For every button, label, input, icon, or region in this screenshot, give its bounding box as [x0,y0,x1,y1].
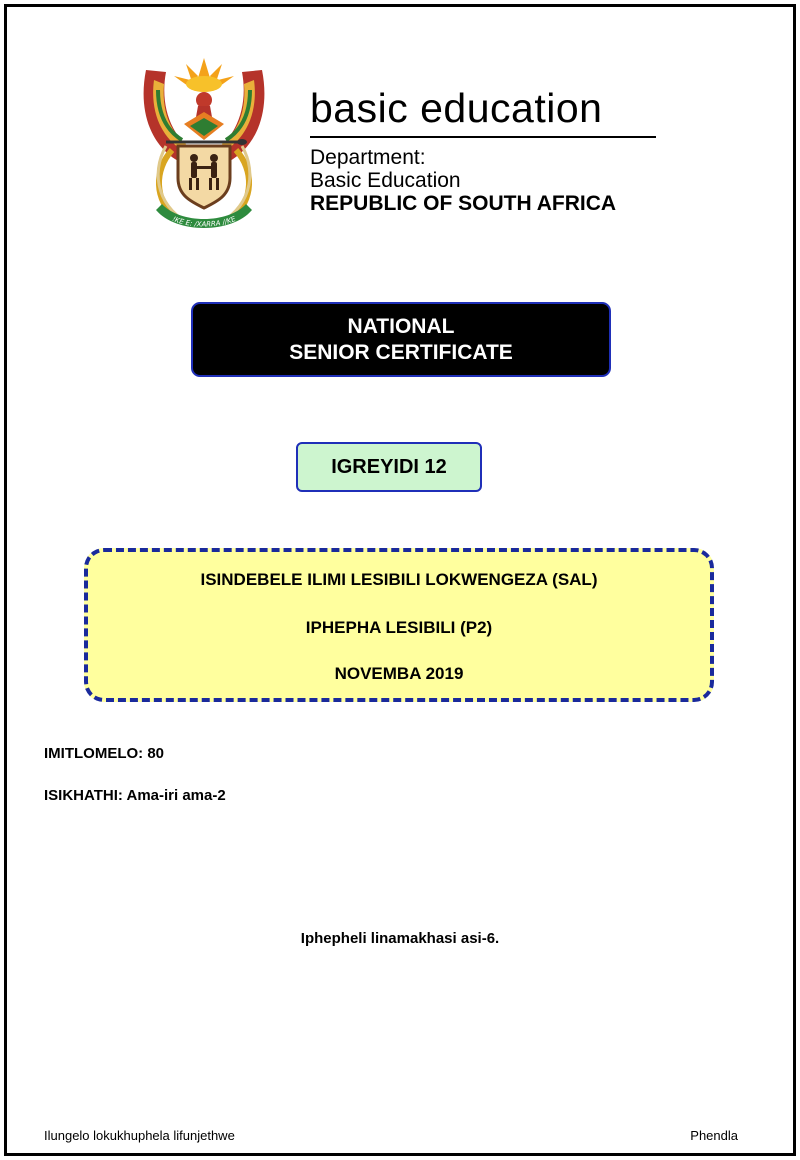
coat-of-arms-logo [136,50,272,236]
brand-title: basic education [310,86,656,138]
department-label: Department: [310,146,426,169]
coat-of-arms-motto: !KE E: /XARRA //KE [171,215,237,229]
copyright-notice: Ilungelo lokukhuphela lifunjethwe [44,1128,235,1143]
exam-date: NOVEMBA 2019 [334,664,464,683]
certificate-banner [191,302,611,377]
subject-panel [84,548,714,702]
certificate-line-1: NATIONAL [347,314,455,338]
grade-label: IGREYIDI 12 [296,442,482,492]
turn-over-note: Phendla [690,1128,738,1143]
certificate-line-2: SENIOR CERTIFICATE [289,340,513,364]
subject-title: ISINDEBELE ILIMI LESIBILI LOKWENGEZA (SAL) [200,570,598,589]
marks-info: IMITLOMELO: 80 [44,745,164,762]
country-name: REPUBLIC OF SOUTH AFRICA [310,192,617,215]
department-name: Basic Education [310,169,461,192]
page-count-note: Iphepheli linamakhasi asi-6. [300,930,500,947]
paper-number: IPHEPHA LESIBILI (P2) [305,618,493,637]
department-branding [310,86,656,215]
time-info: ISIKHATHI: Ama-iri ama-2 [44,787,226,804]
